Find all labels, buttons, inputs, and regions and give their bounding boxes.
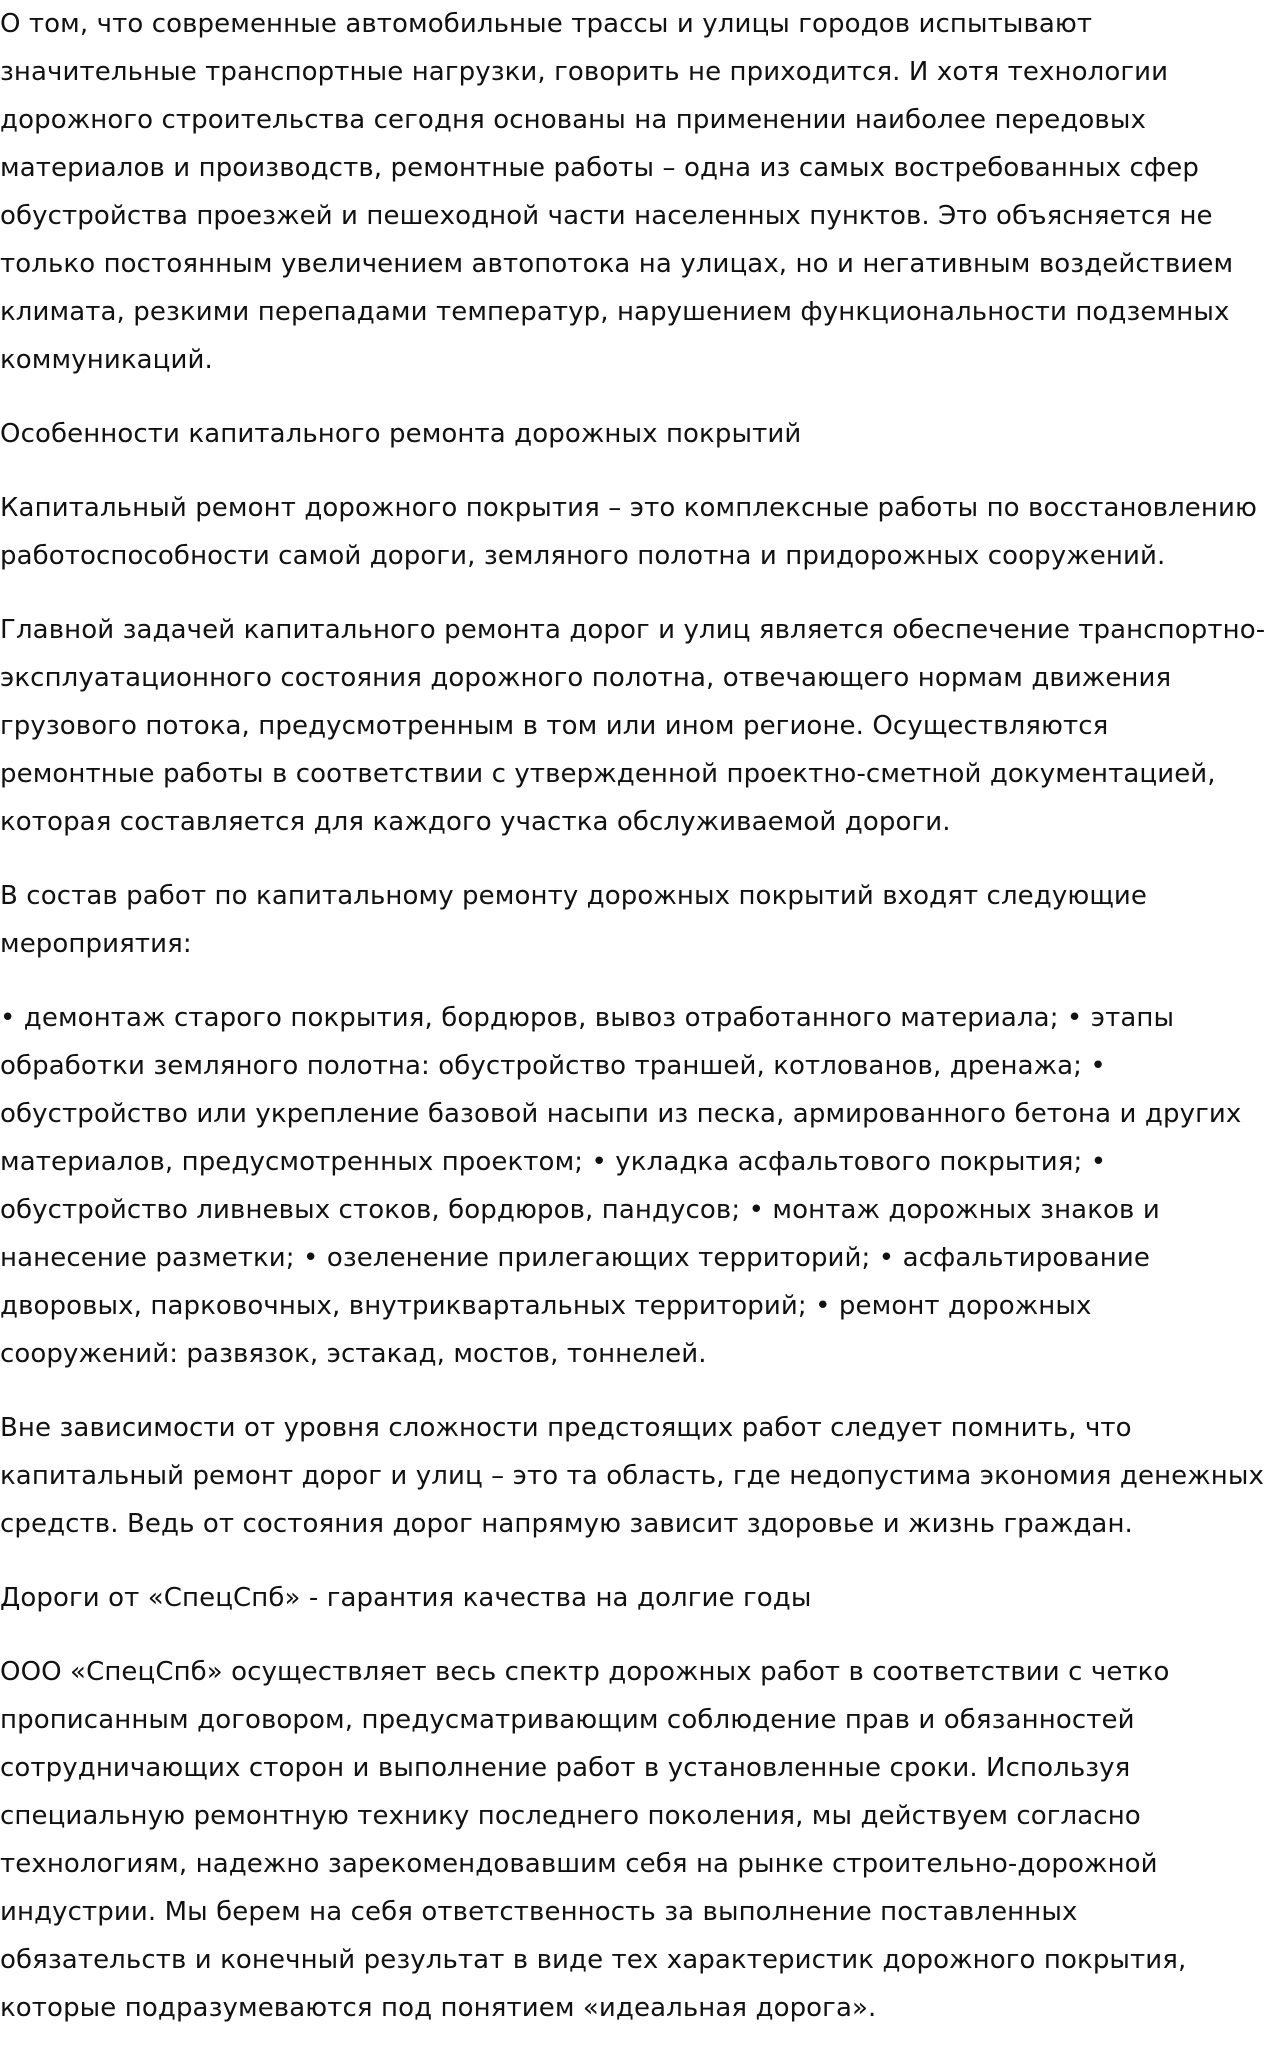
intro-paragraph: О том, что современные автомобильные трассы и улицы городов испытывают значительные транспортные нагрузки, говорить не приходится. И хотя технологии дорожного строительства сегодня основаны на применении наиболее передовых материалов и производств, ремонтные работы – одна из самых востребованных сфер обустройства проезжей и пешеходной части населенных пунктов. Это объясняется не только постоянным увеличением автопотока на улицах, но и негативным воздействием климата, резкими перепадами температур, нарушением функциональности подземных коммуникаций. — [0, 9, 1234, 375]
section-heading-repair-features: Особенности капитального ремонта дорожных покрытий — [0, 419, 802, 449]
works-intro-paragraph: В состав работ по капитальному ремонту дорожных покрытий входят следующие мероприятия: — [0, 881, 1147, 959]
definition-paragraph: Капитальный ремонт дорожного покрытия – это комплексные работы по восстановлению работоспособности самой дороги, земляного полотна и придорожных сооружений. — [0, 493, 1257, 571]
company-paragraph: ООО «СпецСпб» осуществляет весь спектр дорожных работ в соответствии с четко прописанным договором, предусматривающим соблюдение прав и обязанностей сотрудничающих сторон и выполнение работ в установленные сроки. Используя специальную ремонтную технику последнего поколения, мы действуем согласно технологиям, надежно зарекомендовавшим себя на рынке строительно-дорожной индустрии. Мы берем на себя ответственность за выполнение поставленных обязательств и конечный результат в виде тех характеристик дорожного покрытия, которые подразумеваются под понятием «идеальная дорога». — [0, 1657, 1187, 2023]
section-heading-company: Дороги от «СпецСпб» - гарантия качества на долгие годы — [0, 1583, 812, 1613]
main-task-paragraph: Главной задачей капитального ремонта дорог и улиц является обеспечение транспортно-эксплуатационного состояния дорожного полотна, отвечающего нормам движения грузового потока, предусмотренным в том или ином регионе. Осуществляются ремонтные работы в соответствии с утвержденной проектно-сметной документацией, которая составляется для каждого участка обслуживаемой дороги. — [0, 615, 1266, 837]
works-list-paragraph: • демонтаж старого покрытия, бордюров, вывоз отработанного материала; • этапы обработки земляного полотна: обустройство траншей, котлованов, дренажа; • обустройство или укрепление базовой насыпи из песка, армированного бетона и других материалов, предусмотренных проектом; • укладка асфальтового покрытия; • обустройство ливневых стоков, бордюров, пандусов; • монтаж дорожных знаков и нанесение разметки; • озеленение прилегающих территорий; • асфальтирование дворовых, парковочных, внутриквартальных территорий; • ремонт дорожных сооружений: развязок, эстакад, мостов, тоннелей. — [0, 1003, 1242, 1369]
importance-paragraph: Вне зависимости от уровня сложности предстоящих работ следует помнить, что капитальный ремонт дорог и улиц – это та область, где недопустима экономия денежных средств. Ведь от состояния дорог напрямую зависит здоровье и жизнь граждан. — [0, 1413, 1265, 1539]
